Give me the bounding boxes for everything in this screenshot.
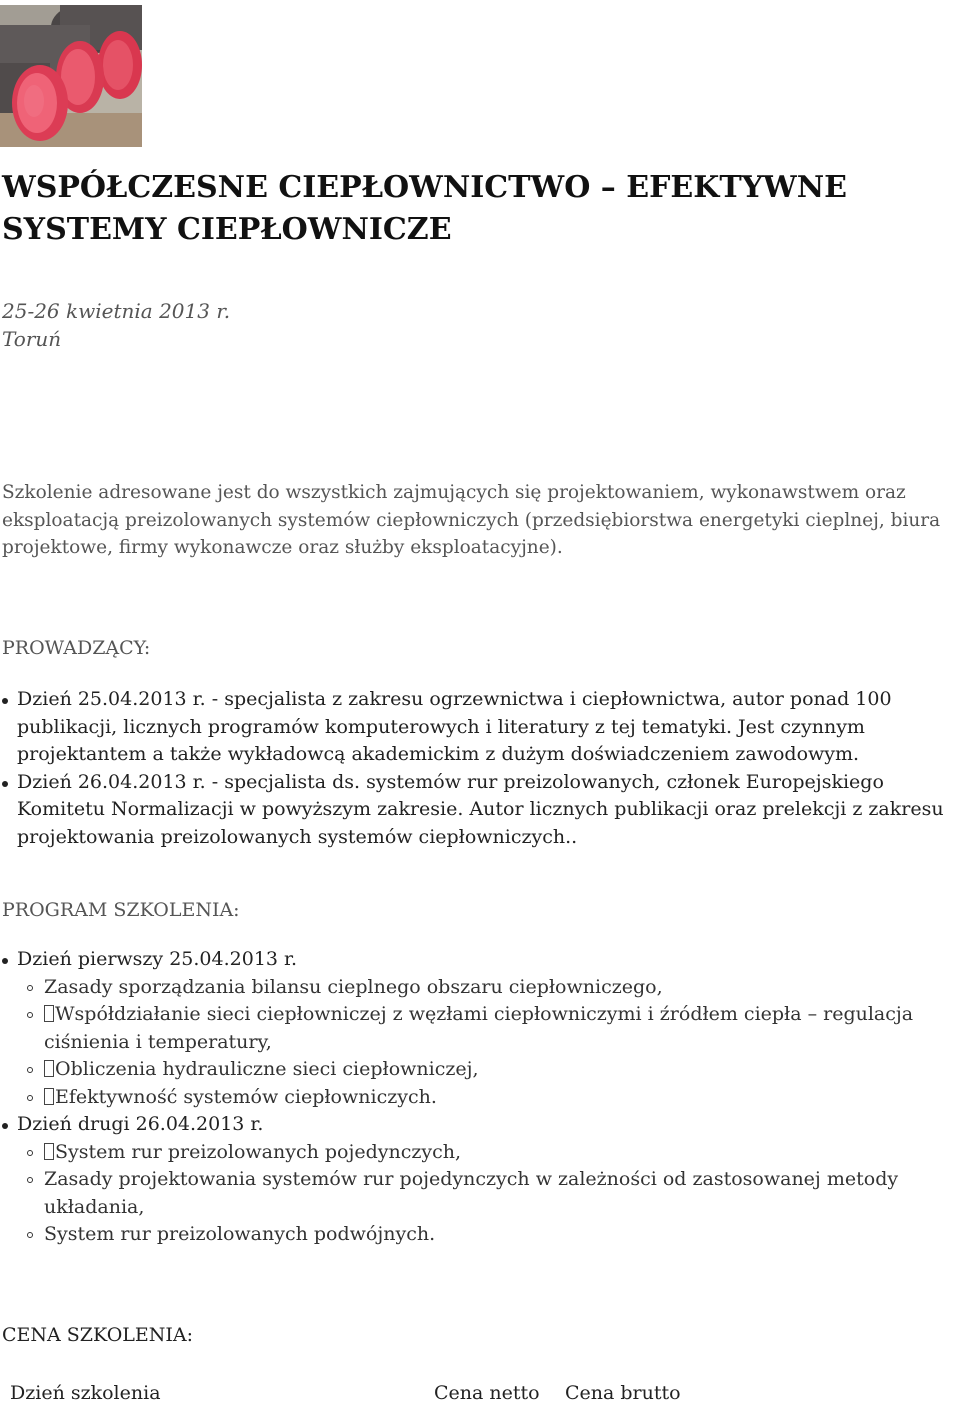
program-heading: PROGRAM SZKOLENIA: xyxy=(2,899,240,921)
topic-list xyxy=(17,974,920,1112)
list-item xyxy=(0,769,960,852)
instructors-list xyxy=(0,686,960,851)
missing-glyph-icon xyxy=(44,1088,54,1105)
bullet-icon xyxy=(2,1123,8,1129)
bullet-icon xyxy=(2,781,8,787)
circle-bullet-icon xyxy=(27,1067,33,1073)
missing-glyph-icon xyxy=(44,1143,54,1160)
circle-bullet-icon xyxy=(27,1232,33,1238)
event-date: 25-26 kwietnia 2013 r. xyxy=(2,299,231,323)
missing-glyph-icon xyxy=(44,1060,54,1077)
instructor-description: - specjalista ds. xyxy=(205,770,361,793)
topic-text: Współdziałanie sieci ciepłowniczej z węzłami ciepłowniczymi i źródłem ciepła – regulacja ciśnienia i temperatury, xyxy=(44,1003,914,1053)
circle-bullet-icon xyxy=(27,1012,33,1018)
topic-text: Zasady sporządzania bilansu cieplnego obszaru ciepłowniczego, xyxy=(44,975,663,998)
topic-item xyxy=(17,1139,920,1167)
topic-item xyxy=(17,974,920,1002)
circle-bullet-icon xyxy=(27,985,33,991)
program-day xyxy=(0,1111,920,1249)
topic-item xyxy=(17,1166,920,1221)
program-list xyxy=(0,946,920,1249)
circle-bullet-icon xyxy=(27,1150,33,1156)
header-photo-pipes xyxy=(0,5,142,147)
instructor-description-cont: systemów rur preizolowanych, członek Europejskiego Komitetu Normalizacji w powyższym zakresie. Autor licznych publikacji oraz prelekcji z zakresu projektowania preizolowanych systemów ciepłowniczych.. xyxy=(17,770,944,848)
column-header-net-price: Cena netto xyxy=(434,1382,540,1404)
topic-item xyxy=(17,1056,920,1084)
program-day xyxy=(0,946,920,1111)
circle-bullet-icon xyxy=(27,1177,33,1183)
instructor-day: Dzień 25.04.2013 r. xyxy=(17,688,206,710)
bullet-icon xyxy=(2,698,8,704)
missing-glyph-icon xyxy=(44,1005,54,1022)
instructor-description: - specjalista z zakresu ogrzewnictwa i ciepłownictwa, autor ponad 100 publikacji, licznych programów komputerowych i literatury z tej tematyki. xyxy=(17,688,892,738)
topic-list xyxy=(17,1139,920,1249)
topic-text: System rur preizolowanych pojedynczych, xyxy=(55,1140,462,1163)
program-day-label: Dzień pierwszy 25.04.2013 r. xyxy=(17,948,298,970)
topic-text: Zasady projektowania systemów rur pojedynczych w zależności od zastosowanej metody układania, xyxy=(44,1168,899,1218)
column-header-day: Dzień szkolenia xyxy=(10,1382,161,1404)
instructor-description-cont: Jest czynnym projektantem a także wykładowcą akademickim z dużym doświadczeniem zawodowym. xyxy=(17,715,865,765)
topic-item xyxy=(17,1221,920,1249)
pipes-image xyxy=(0,5,142,147)
topic-item xyxy=(17,1084,920,1112)
instructor-day: Dzień 26.04.2013 r. xyxy=(17,770,206,793)
topic-item xyxy=(17,1001,920,1056)
list-item xyxy=(0,686,960,769)
topic-text: Obliczenia hydrauliczne sieci ciepłowniczej, xyxy=(55,1058,479,1080)
event-place: Toruń xyxy=(2,327,62,351)
program-day-label: Dzień drugi 26.04.2013 r. xyxy=(17,1113,264,1135)
column-header-gross-price: Cena brutto xyxy=(565,1382,681,1404)
topic-text: Efektywność systemów ciepłowniczych. xyxy=(55,1085,437,1108)
price-table-header xyxy=(0,1379,960,1407)
price-heading: CENA SZKOLENIA: xyxy=(2,1324,194,1346)
bullet-icon xyxy=(2,958,8,964)
circle-bullet-icon xyxy=(27,1095,33,1101)
intro-paragraph: Szkolenie adresowane jest do wszystkich zajmujących się projektowaniem, wykonawstwem oraz eksploatacją preizolowanych systemów ciepłowniczych (przedsiębiorstwa energetyki cieplnej, biura projektowe, firmy wykonawcze oraz służby eksploatacyjne). xyxy=(2,482,941,558)
page-title: WSPÓŁCZESNE CIEPŁOWNICTWO – EFEKTYWNE SYSTEMY CIEPŁOWNICZE xyxy=(2,170,848,247)
instructors-heading: PROWADZĄCY: xyxy=(2,637,151,659)
topic-text: System rur preizolowanych podwójnych. xyxy=(44,1223,436,1245)
